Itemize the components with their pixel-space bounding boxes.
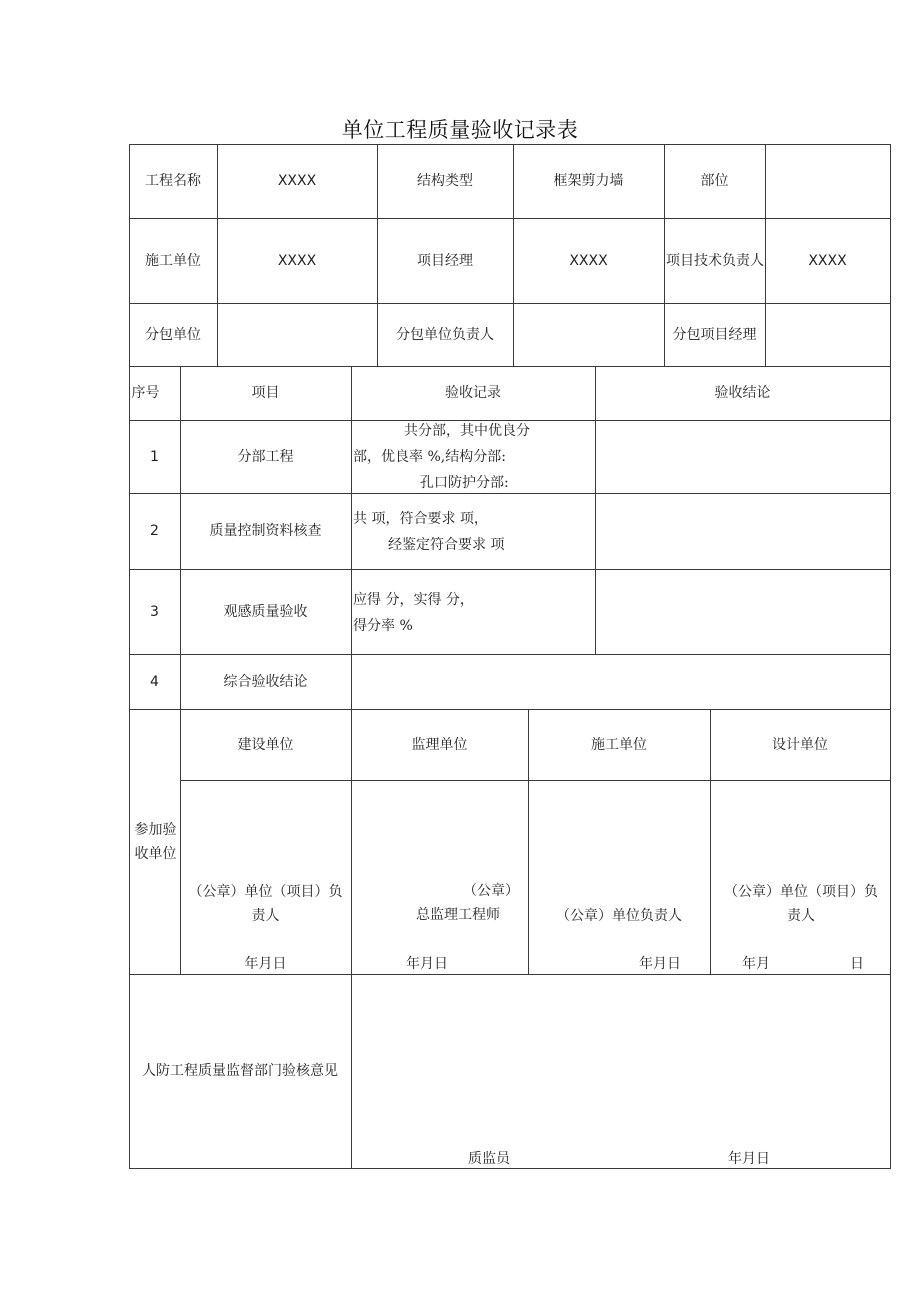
col-header-record: 验收记录: [445, 385, 501, 401]
subcontractor-label: 分包单位: [145, 326, 201, 343]
owner-date: 年月日: [244, 956, 287, 972]
participants-label: 参加验收单位: [134, 821, 177, 862]
sub-pm-value: [765, 303, 890, 366]
supervisor-date: 年月日: [406, 956, 448, 972]
row-1-seq: 1: [150, 448, 159, 465]
row-2-record-line: 共 项，符合要求 项，: [353, 511, 488, 527]
position-value: [765, 144, 890, 218]
project-manager-label: 项目经理: [417, 252, 473, 269]
sub-pm-label: 分包项目经理: [672, 326, 757, 343]
project-manager-value: XXXX: [569, 252, 608, 269]
contractor-label: 施工单位: [145, 252, 201, 269]
structure-type-label: 结构类型: [417, 173, 473, 189]
subcontractor-value: [217, 303, 377, 366]
inspector-label: 质监员: [468, 1151, 510, 1167]
col-header-seq: 序号: [131, 385, 160, 401]
row-1-conclusion: [595, 420, 890, 493]
designer-date-month: 年月: [742, 956, 770, 972]
structure-type-value: 框架剪力墙: [553, 173, 624, 189]
tech-lead-label: 项目技术负责人: [666, 252, 764, 269]
unit-supervisor: 监理单位: [411, 736, 468, 753]
row-3-record-line: 应得 分，实得 分，: [353, 592, 474, 608]
row-1-record-line: 孔口防护分部:: [420, 475, 509, 491]
project-name-label: 工程名称: [145, 173, 201, 189]
owner-sign-line: 责人: [251, 908, 280, 924]
row-2-item: 质量控制资料核查: [209, 523, 322, 539]
table-border-right: [890, 144, 891, 1169]
col-header-item: 项目: [251, 385, 280, 401]
row-3-item: 观感质量验收: [223, 603, 308, 620]
supervision-date: 年月日: [728, 1151, 770, 1167]
row-3-conclusion: [595, 569, 890, 654]
row-2-seq: 2: [150, 523, 159, 539]
contractor-date: 年月日: [639, 956, 681, 972]
row-3-record-line: 得分率 %: [353, 618, 413, 634]
contractor-value: XXXX: [277, 252, 317, 269]
unit-designer: 设计单位: [772, 736, 828, 753]
row-4-item: 综合验收结论: [223, 673, 308, 690]
project-name-value: XXXX: [277, 173, 317, 189]
row-2-record-line: 经鉴定符合要求 项: [388, 537, 505, 553]
sub-lead-label: 分包单位负责人: [396, 326, 494, 343]
sub-lead-value: [513, 303, 664, 366]
designer-sign-line: 责人: [787, 908, 815, 924]
row-4-seq: 4: [150, 673, 159, 690]
col-header-conclusion: 验收结论: [714, 385, 771, 401]
designer-date-day: 日: [850, 956, 864, 972]
supervisor-sign-line: （公章）: [463, 883, 519, 899]
supervision-label: 人防工程质量监督部门验核意见: [142, 1063, 338, 1079]
unit-contractor: 施工单位: [591, 736, 647, 753]
owner-sign-line: （公章）单位（项目）负: [188, 884, 343, 900]
tech-lead-value: XXXX: [808, 252, 847, 269]
document-title: 单位工程质量验收记录表: [341, 118, 579, 142]
designer-sign-line: （公章）单位（项目）负: [724, 884, 878, 900]
row-1-item: 分部工程: [237, 448, 294, 465]
row-1-record-line: 部，优良率 %,结构分部:: [353, 449, 506, 465]
unit-construction-owner: 建设单位: [237, 736, 294, 753]
row-divider: [180, 780, 891, 781]
supervisor-sign-line: 总监理工程师: [416, 907, 500, 923]
position-label: 部位: [700, 173, 729, 189]
row-3-seq: 3: [150, 603, 159, 620]
row-2-conclusion: [595, 493, 890, 569]
row-4-record: [351, 654, 890, 709]
table-border-bottom: [129, 1168, 891, 1169]
contractor-sign-line: （公章）单位负责人: [556, 908, 682, 924]
row-1-record-line: 共分部，其中优良分: [404, 423, 530, 439]
